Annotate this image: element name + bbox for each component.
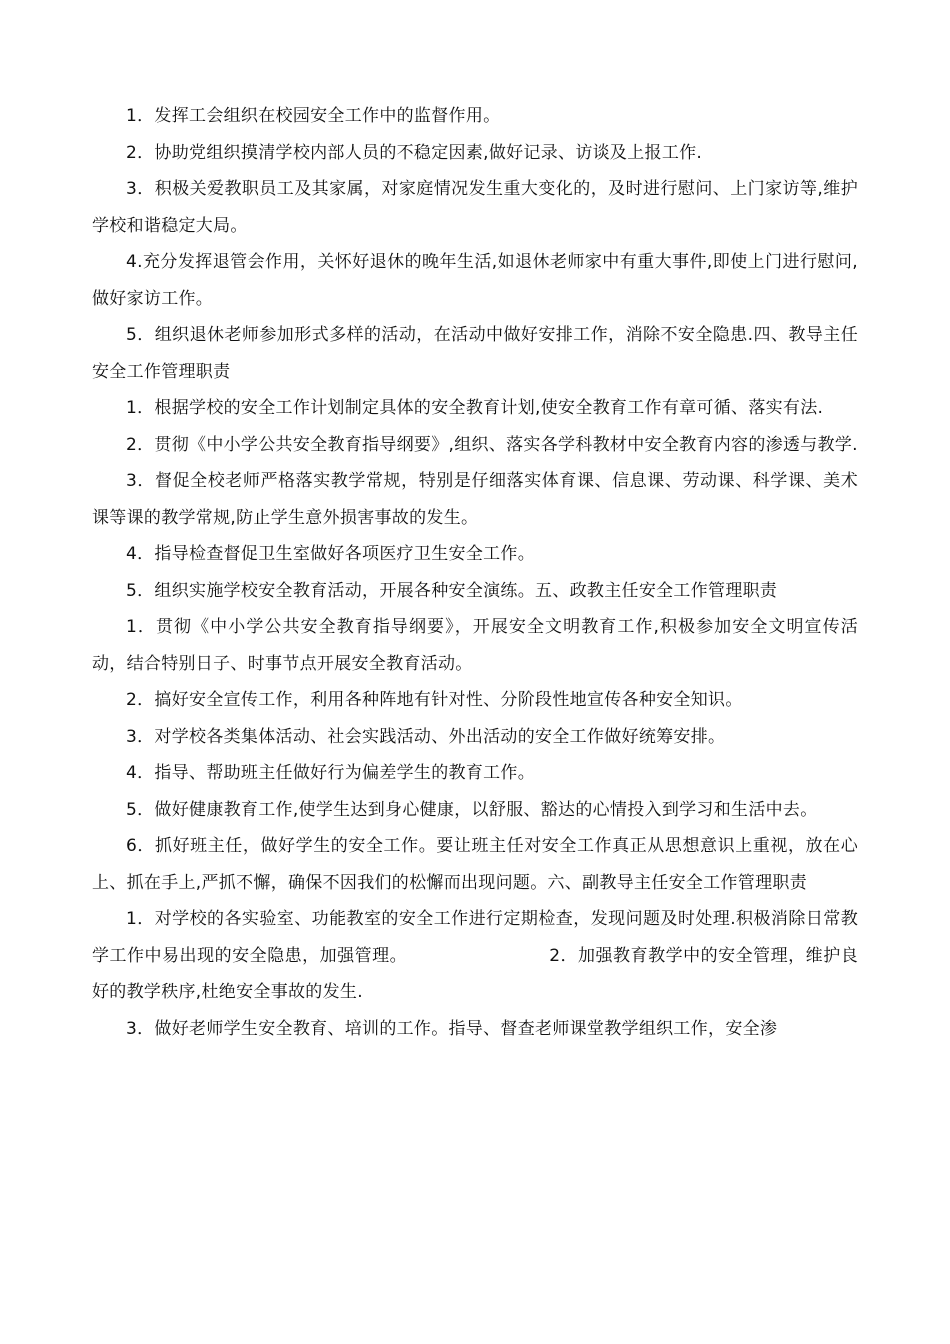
paragraph-part-b: 2．加强教育教学中的安全管理，维护良好的教学秩序,杜绝安全事故的发生. xyxy=(92,945,859,1002)
paragraph: 2．搞好安全宣传工作，利用各种阵地有针对性、分阶段性地宣传各种安全知识。 xyxy=(126,690,743,710)
paragraph: 1．发挥工会组织在校园安全工作中的监督作用。 xyxy=(126,106,501,126)
paragraph: 5．组织实施学校安全教育活动，开展各种安全演练。五、政教主任安全工作管理职责 xyxy=(126,580,778,601)
paragraph: 4．指导检查督促卫生室做好各项医疗卫生安全工作。 xyxy=(126,544,536,564)
paragraph: 5．组织退休老师参加形式多样的活动，在活动中做好安排工作，消除不安全隐患.四、教导主任安全工作管理职责 xyxy=(92,325,858,382)
paragraph: 3．督促全校老师严格落实教学常规，特别是仔细落实体育课、信息课、劳动课、科学课、美术课等课的教学常规,防止学生意外损害事故的发生。 xyxy=(92,471,858,528)
paragraph: 4.充分发挥退管会作用，关怀好退休的晚年生活,如退休老师家中有重大事件,即使上门进行慰问,做好家访工作。 xyxy=(92,252,858,309)
paragraph-part-a: 1．对学校的各实验室、功能教室的安全工作进行定期检查，发现问题及时处理.积极消除日常教学工作中易出现的安全隐患，加强管理。 xyxy=(92,909,858,966)
paragraph-merged xyxy=(92,901,858,1011)
paragraph: 1．根据学校的安全工作计划制定具体的安全教育计划,使安全教育工作有章可循、落实有法. xyxy=(126,398,824,418)
paragraph: 6．抓好班主任，做好学生的安全工作。要让班主任对安全工作真正从思想意识上重视，放在心上、抓在手上,严抓不懈，确保不因我们的松懈而出现问题。六、副教导主任安全工作管理职责 xyxy=(92,836,858,893)
paragraph: 5．做好健康教育工作,使学生达到身心健康，以舒服、豁达的心情投入到学习和生活中去。 xyxy=(126,799,818,820)
paragraph-last: 3．做好老师学生安全教育、培训的工作。指导、督查老师课堂教学组织工作，安全渗 xyxy=(126,1018,778,1039)
paragraph: 3．对学校各类集体活动、社会实践活动、外出活动的安全工作做好统筹安排。 xyxy=(126,726,726,747)
paragraph: 1．贯彻《中小学公共安全教育指导纲要》，开展安全文明教育工作,积极参加安全文明宣传活动，结合特别日子、时事节点开展安全教育活动。 xyxy=(92,617,858,674)
paragraph: 3．积极关爱教职员工及其家属，对家庭情况发生重大变化的，及时进行慰问、上门家访等,维护学校和谐稳定大局。 xyxy=(92,179,858,236)
paragraph: 2．协助党组织摸清学校内部人员的不稳定因素,做好记录、访谈及上报工作. xyxy=(126,142,703,163)
document-body xyxy=(92,98,858,1047)
paragraph: 4．指导、帮助班主任做好行为偏差学生的教育工作。 xyxy=(126,763,536,783)
paragraph: 2．贯彻《中小学公共安全教育指导纲要》,组织、落实各学科教材中安全教育内容的渗透与教学. xyxy=(126,434,858,455)
